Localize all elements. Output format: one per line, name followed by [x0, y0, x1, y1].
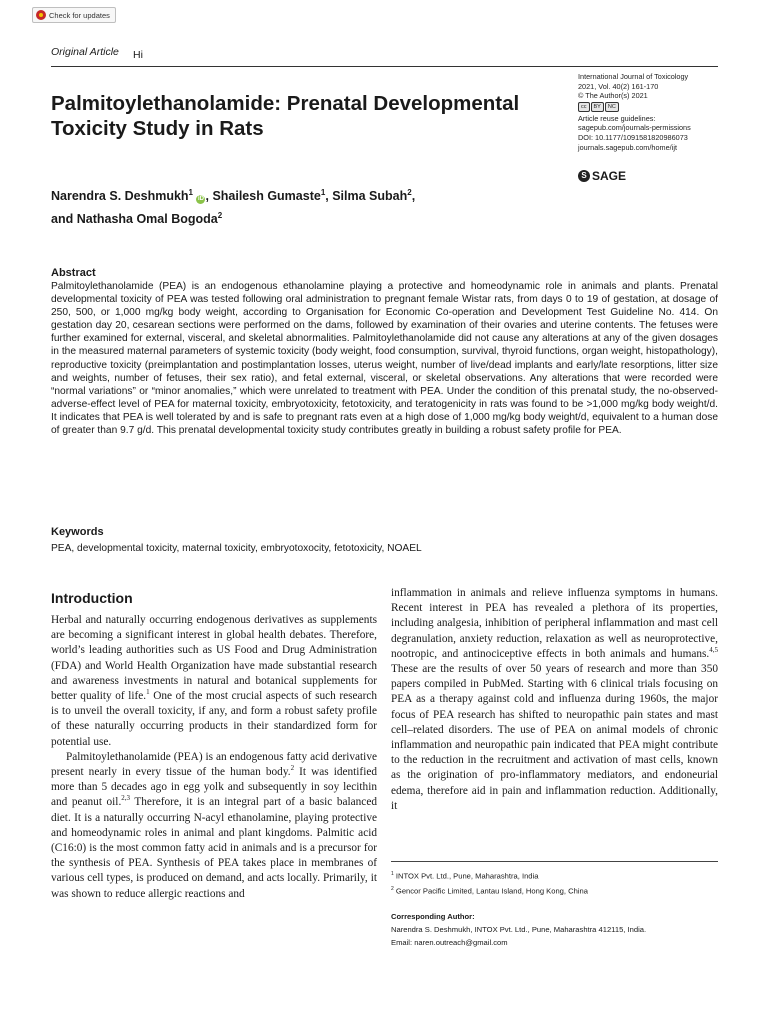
footnote — [391, 868, 718, 883]
keywords-heading: Keywords — [51, 526, 104, 538]
abstract-text: Palmitoylethanolamide (PEA) is an endogenous ethanolamine playing a protective and homeodynamic role in animals and plants. Prenatal developmental toxicity of PEA was tested following oral administration to pregnant female Wistar rats, from days 0 to 19 of gestation, at dosage of 250, 500, or 1,000 mg/kg body weight, according to Organisation for Economic Co-operation and Development Test Guideline No. 414. On gestation day 20, cesarean sections were performed on the dams, followed by examination of their ovaries and uterine contents. The fetuses were further examined for external, visceral, and skeletal abnormalities. Palmitoylethanolamide did not cause any alterations at any of the given dosages in the measured maternal parameters of systemic toxicity (body weight, food consumption, survival, thyroid functions, organ weight, histopathology), reproductive toxicity (preimplantation and postimplantation losses, uterus weight, number of live/dead implants and early/late resorptions, litter size and weights, number of fetuses, their sex ratio), and fetal external, visceral, or skeletal observations. Any alterations that were recorded were “normal variations” or “minor anomalies,” which were unrelated to treatment with PEA. Under the condition of this prenatal study, the no-observed-adverse-effect level of PEA for maternal toxicity, embryotoxicity, fetotoxicity, and teratogenicity in rats was found to be >1,000 mg/kg body weight/d. It indicates that PEA is well tolerated by and is safe to pregnant rats even at a high dose of 1,000 mg/kg body weight/d, equivalent to a human dose of greater than 9.7 g/d. This prenatal developmental toxicity study contributes greatly in building a robust safety profile for PEA. — [51, 281, 718, 437]
author-conjunction: and — [51, 212, 74, 227]
article-type: Original Article — [51, 46, 119, 58]
paragraph-text: These are the results of over 50 years of research and more than 350 papers compiled in PubMed. Starting with 6 clinical trials focusing on PEA as a therapy against cold and influenza during 1960s, the major focus of PEA research has shifted to neuropathic pain states and mast cell–related disorders. The use of PEA on animal models of chronic inflammation and neuropathic pain indicated that PEA might contribute to the reduction in the recruitment and activation of mast cells, known as the origination of pro-inflammatory mediators, and endoneurial edema, therefore aid in pain and inflammation reduction. Additionally, it — [391, 663, 718, 812]
paragraph-text: One of the most crucial aspects of such research is to unveil the overall toxicity, if any, and form a robust safety profile of these naturally occurring products in their standardized form for potential use. — [51, 690, 377, 748]
author-affiliation: 1 — [320, 188, 326, 197]
check-for-updates-label: Check for updates — [49, 10, 110, 20]
paragraph-text: inflammation in animals and relieve influenza symptoms in humans. Recent interest in PEA has revealed a plethora of its properties, including analgesia, inhibition of peripheral inflammation and mast cell degranulation, anxiety reduction, relaxation as well as neuroprotective, nootropic, and antinociceptive effects in both animals and humans. — [391, 587, 718, 660]
doi[interactable]: DOI: 10.1177/1091581820986073 — [578, 132, 688, 142]
author-name: Narendra S. Deshmukh — [51, 189, 189, 204]
paragraph — [51, 613, 377, 750]
corresponding-author — [391, 910, 718, 949]
cc-license-icon[interactable] — [578, 102, 728, 112]
keywords-text: PEA, developmental toxicity, maternal toxicity, embryotoxocity, fetotoxicity, NOAEL — [51, 543, 422, 554]
article-type-suffix: Hi — [133, 49, 143, 61]
journal-home-link[interactable]: journals.sagepub.com/home/ijt — [578, 142, 677, 152]
cc-by-mark: BY — [591, 102, 604, 112]
paragraph-text: Herbal and naturally occurring endogenous derivatives as supplements are becoming a significant interest in global health debates. Therefore, world’s leading authorities such as US Food and Drug Administration (FDA) and World Health Organization have made substantial research and awareness investments in natural and botanical supplements for better quality of life. — [51, 614, 377, 703]
paragraph-text: Therefore, it is an integral part of a basic balanced diet. It is a naturally occurring N-acyl ethanolamine, playing protective and homeodynamic roles in animal and plant kingdoms. Palmitic acid (C16:0) is the most common fatty acid in animals and is a precursor for the synthesis of PEA. Synthesis of PEA takes place in membranes of various cell types, is produced on demand, and acts locally. Primarily, it was shown to reduce allergic reactions and — [51, 796, 377, 900]
publisher-name: SAGE — [592, 169, 627, 183]
footnote-number: 1 — [391, 871, 394, 877]
body-column-right — [391, 586, 718, 814]
footnote-text: Gencor Pacific Limited, Lantau Island, Hong Kong, China — [395, 886, 588, 896]
corresponding-heading: Corresponding Author: — [391, 912, 475, 921]
orcid-icon[interactable]: iD — [197, 196, 204, 203]
author-name: Nathasha Omal Bogoda — [76, 212, 218, 227]
abstract-heading: Abstract — [51, 267, 96, 279]
body-column-left — [51, 613, 377, 902]
cc-mark: cc — [578, 102, 590, 112]
check-for-updates-badge[interactable] — [32, 7, 116, 23]
author-name: Silma Subah — [332, 189, 408, 204]
citation[interactable]: 1 — [146, 688, 150, 697]
journal-volume: 2021, Vol. 40(2) 161-170 — [578, 81, 659, 91]
article-title: Palmitoylethanolamide: Prenatal Developmental Toxicity Study in Rats — [51, 92, 520, 140]
paragraph — [51, 750, 377, 902]
affiliation-footnotes — [391, 868, 718, 897]
footnote-number: 2 — [391, 885, 394, 892]
publisher-logo — [578, 169, 626, 183]
paragraph-text: It was identified more than 5 decades ago in egg yolk and subsequently in soy lecithin and peanut oil. — [51, 766, 377, 809]
corresponding-address: Narendra S. Deshmukh, INTOX Pvt. Ltd., Pune, Maharashtra 412115, India. — [391, 925, 647, 934]
author-affiliation: 1 — [188, 188, 193, 197]
sage-icon: S — [578, 170, 590, 182]
reuse-link[interactable]: sagepub.com/journals-permissions — [578, 123, 691, 133]
author-name: Shailesh Gumaste — [212, 189, 321, 204]
corresponding-email[interactable]: Email: naren.outreach@gmail.com — [391, 938, 508, 947]
reuse-label: Article reuse guidelines: — [578, 113, 656, 123]
journal-meta — [578, 72, 728, 152]
copyright: © The Author(s) 2021 — [578, 91, 648, 101]
paragraph — [391, 586, 718, 814]
citation[interactable]: 4,5 — [709, 646, 718, 655]
introduction-heading: Introduction — [51, 590, 133, 606]
author-list: Narendra S. Deshmukh$^1$ iD , Shailesh Gumaste$^1$, Silma Subah$^2$, and Nathasha Omal Bogoda$^2$ — [51, 188, 416, 227]
citation[interactable]: 2,3 — [121, 794, 131, 803]
cc-nc-mark: NC — [605, 102, 619, 112]
journal-name: International Journal of Toxicology — [578, 72, 689, 81]
author-affiliation: 2 — [217, 211, 223, 221]
footnote-text: INTOX Pvt. Ltd., Pune, Maharashtra, India — [395, 871, 539, 881]
citation[interactable]: 2 — [290, 764, 295, 773]
footnote-divider — [391, 861, 718, 862]
header-divider — [51, 66, 718, 67]
footnote — [391, 883, 718, 898]
author-affiliation: 2 — [407, 188, 412, 197]
crossmark-icon — [36, 10, 46, 20]
paragraph-text: Palmitoylethanolamide (PEA) is an endogenous fatty acid derivative present nearly in every tissue of the human body. — [51, 750, 377, 779]
